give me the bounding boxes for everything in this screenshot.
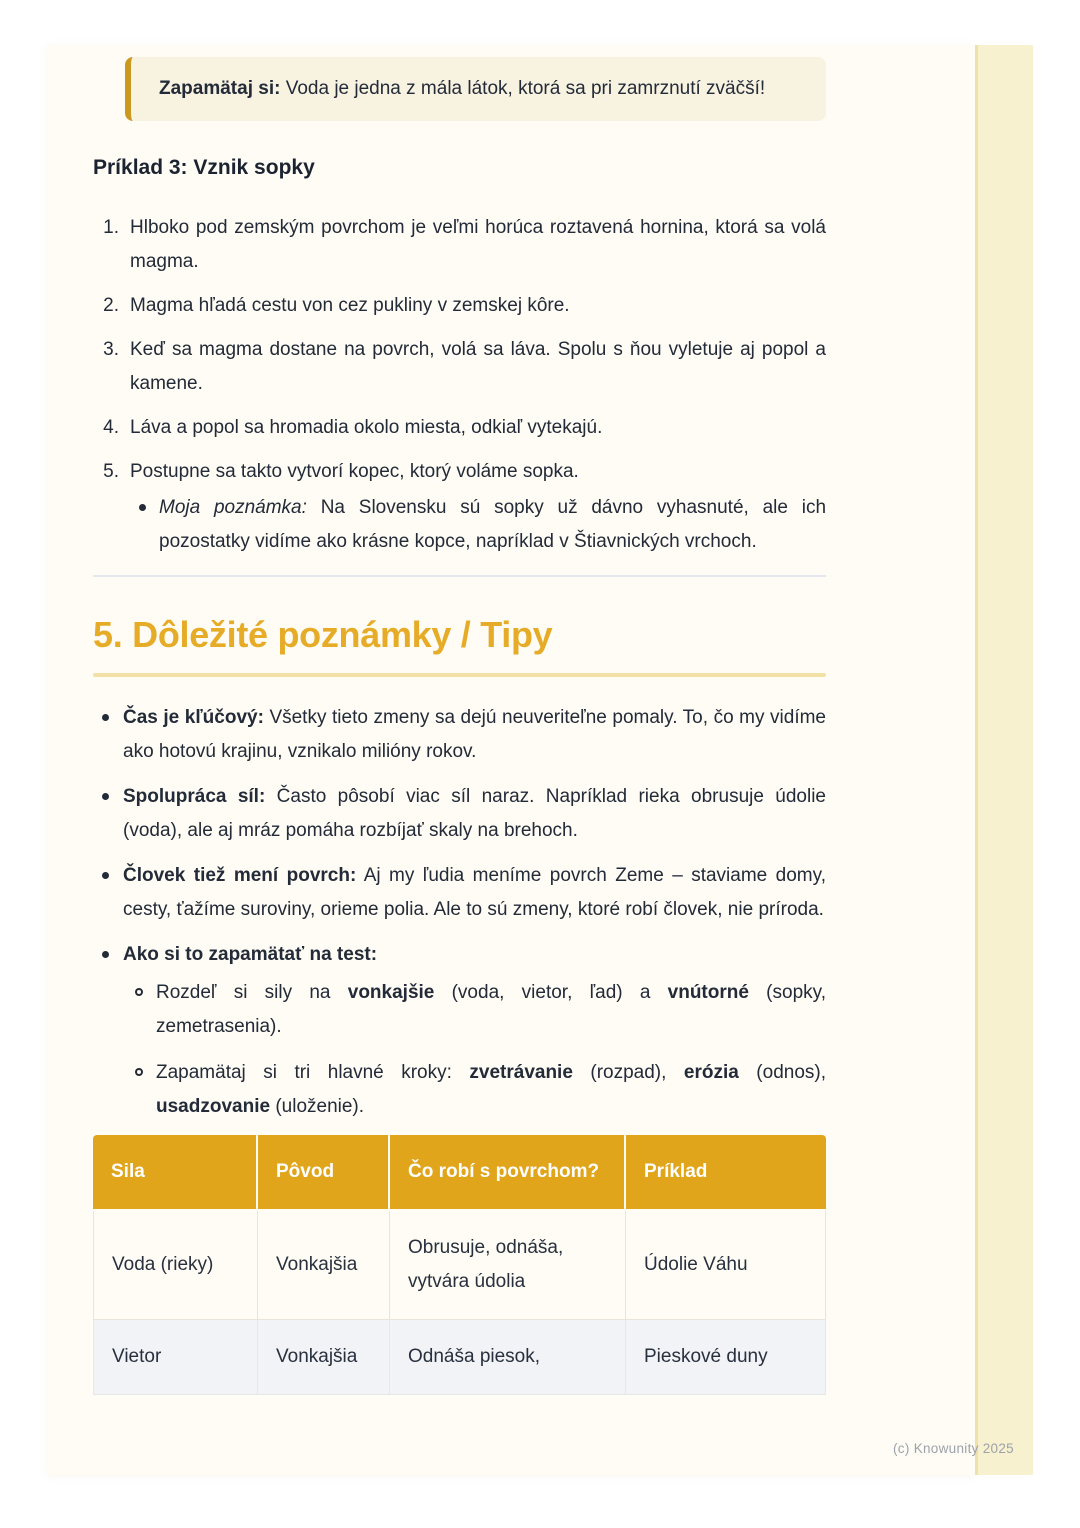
personal-note bbox=[130, 491, 826, 559]
tip-lead: Človek tiež mení povrch: bbox=[123, 865, 357, 886]
table-header-cell: Sila bbox=[93, 1135, 258, 1211]
list-item bbox=[93, 289, 826, 323]
sub-tips-list bbox=[123, 976, 826, 1124]
step-text: Láva a popol sa hromadia okolo miesta, odkiaľ vytekajú. bbox=[130, 417, 603, 438]
circle-bullet-icon bbox=[135, 1068, 143, 1076]
table-cell: Obrusuje, odnáša, vytvára údolia bbox=[390, 1211, 626, 1320]
table-header-cell: Príklad bbox=[626, 1135, 826, 1211]
tip-item bbox=[93, 780, 826, 848]
memo-callout bbox=[125, 57, 826, 121]
table-cell: Vonkajšia bbox=[258, 1211, 390, 1320]
step-number: 4. bbox=[103, 417, 119, 438]
step-number: 3. bbox=[103, 339, 119, 360]
tip-text: Často pôsobí viac síl naraz. Napríklad rieka obrusuje údolie (voda), ale aj mráz pomáha rozbíjať skaly na brehoch. bbox=[123, 786, 827, 841]
list-item bbox=[93, 211, 826, 279]
step-number: 1. bbox=[103, 217, 119, 238]
list-item bbox=[93, 411, 826, 445]
table-cell: Voda (rieky) bbox=[93, 1211, 258, 1320]
step-text: Hlboko pod zemským povrchom je veľmi horúca roztavená hornina, ktorá sa volá magma. bbox=[130, 217, 826, 272]
step-text: Keď sa magma dostane na povrch, volá sa láva. Spolu s ňou vyletuje aj popol a kamene. bbox=[130, 339, 826, 394]
bullet-dot-icon bbox=[102, 793, 109, 800]
table-header-row bbox=[93, 1135, 826, 1211]
sub-tip-item: Zapamätaj si tri hlavné kroky: zvetrávanie (rozpad), erózia (odnos), usadzovanie (uloženie). bbox=[123, 1056, 826, 1124]
tip-lead: Spolupráca síl: bbox=[123, 786, 266, 807]
tip-item bbox=[93, 701, 826, 769]
callout-text: Voda je jedna z mála látok, ktorá sa pri zamrznutí zväčší! bbox=[280, 78, 766, 99]
tip-item bbox=[93, 859, 826, 927]
page-sheet bbox=[47, 45, 975, 1475]
callout-lead: Zapamätaj si: bbox=[159, 78, 281, 99]
table-cell: Odnáša piesok, bbox=[390, 1320, 626, 1395]
page-edge-stripe bbox=[975, 45, 1033, 1475]
step-number: 5. bbox=[103, 461, 119, 482]
tip-text: Všetky tieto zmeny sa dejú neuveriteľne pomaly. To, čo my vidíme ako hotovú krajinu, vznikalo milióny rokov. bbox=[123, 707, 826, 762]
table-row bbox=[93, 1211, 826, 1320]
heading-underline bbox=[93, 673, 826, 677]
section-heading: 5. Dôležité poznámky / Tipy bbox=[93, 614, 553, 655]
tip-lead: Ako si to zapamätať na test: bbox=[123, 944, 378, 965]
table-cell: Vonkajšia bbox=[258, 1320, 390, 1395]
tips-list bbox=[93, 701, 826, 1124]
table-header-cell: Pôvod bbox=[258, 1135, 390, 1211]
step-number: 2. bbox=[103, 295, 119, 316]
bullet-dot-icon bbox=[139, 504, 146, 511]
note-label: Moja poznámka: bbox=[159, 497, 307, 518]
sub-tip-item: Rozdeľ si sily na vonkajšie (voda, vietor, ľad) a vnútorné (sopky, zemetrasenia). bbox=[123, 976, 826, 1044]
copyright-watermark: (c) Knowunity 2025 bbox=[893, 1441, 1014, 1456]
table-header-cell: Čo robí s povrchom? bbox=[390, 1135, 626, 1211]
volcano-steps-list bbox=[93, 211, 826, 559]
tip-item bbox=[93, 938, 826, 1124]
list-item bbox=[93, 333, 826, 401]
bullet-dot-icon bbox=[102, 714, 109, 721]
tip-lead: Čas je kľúčový: bbox=[123, 707, 264, 728]
table-row bbox=[93, 1320, 826, 1395]
step-text-inline: Postupne sa takto vytvorí kopec, ktorý voláme sopka. bbox=[130, 461, 579, 482]
list-item bbox=[93, 455, 826, 559]
forces-table bbox=[93, 1135, 826, 1395]
table-cell: Pieskové duny bbox=[626, 1320, 826, 1395]
page-content bbox=[47, 45, 975, 1395]
table-cell: Údolie Váhu bbox=[626, 1211, 826, 1320]
table-cell: Vietor bbox=[93, 1320, 258, 1395]
section-divider bbox=[93, 575, 826, 577]
circle-bullet-icon bbox=[135, 988, 143, 996]
example-heading: Príklad 3: Vznik sopky bbox=[93, 156, 315, 179]
tip-text: Aj my ľudia meníme povrch Zeme – staviame domy, cesty, ťažíme suroviny, orieme polia. Ale to sú zmeny, ktoré robí človek, nie príroda. bbox=[123, 865, 827, 920]
bullet-dot-icon bbox=[102, 951, 109, 958]
step-text: Magma hľadá cestu von cez pukliny v zemskej kôre. bbox=[130, 295, 570, 316]
step-text bbox=[130, 455, 826, 559]
bullet-dot-icon bbox=[102, 872, 109, 879]
note-text: Na Slovensku sú sopky už dávno vyhasnuté, ale ich pozostatky vidíme ako krásne kopce, napríklad v Štiavnických vrchoch. bbox=[159, 497, 827, 552]
